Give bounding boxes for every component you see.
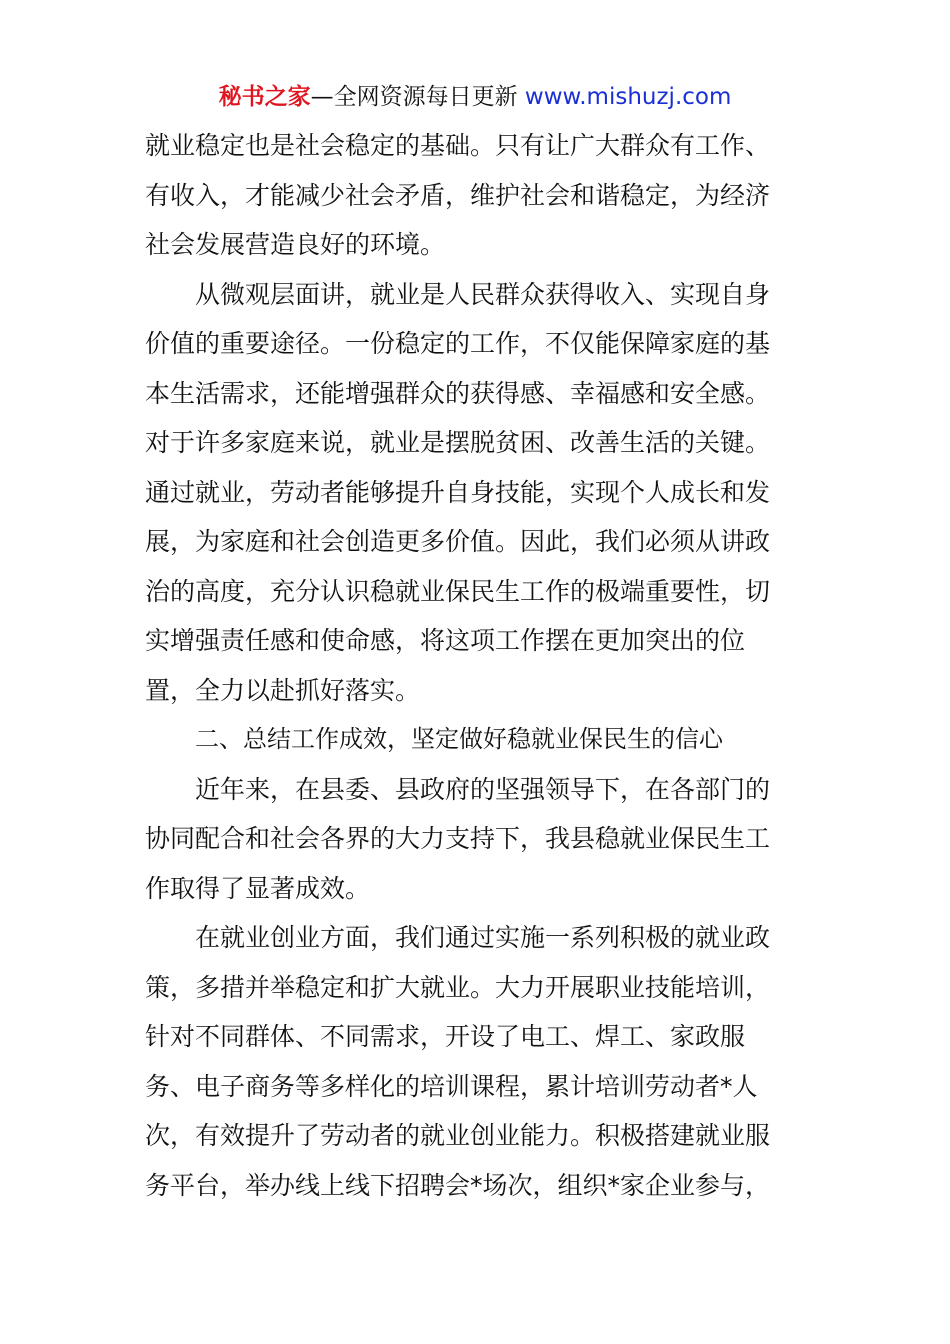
text-line: 作取得了显著成效。 [145, 873, 371, 903]
text-line: 对于许多家庭来说，就业是摆脱贫困、改善生活的关键。 [145, 428, 771, 457]
paragraph-start-line: 从微观层面讲，就业是人民群众获得收入、实现自身 [195, 279, 771, 309]
text-line: 就业稳定也是社会稳定的基础。只有让广大群众有工作、 [145, 131, 771, 160]
text-line: 务平台，举办线上线下招聘会*场次，组织*家企业参与， [145, 1170, 771, 1200]
site-url-link[interactable]: www.mishuzj.com [524, 84, 732, 110]
text-line: 次，有效提升了劳动者的就业创业能力。积极搭建就业服 [145, 1121, 771, 1150]
paragraph-start-line: 近年来，在县委、县政府的坚强领导下，在各部门的 [195, 774, 771, 804]
text-line: 实增强责任感和使命感，将这项工作摆在更加突出的位 [145, 626, 746, 655]
text-line: 本生活需求，还能增强群众的获得感、幸福感和安全感。 [145, 378, 771, 408]
text-line: 展，为家庭和社会创造更多价值。因此，我们必须从讲政 [145, 527, 771, 556]
text-line: 有收入，才能减少社会矛盾，维护社会和谐稳定，为经济 [145, 180, 771, 210]
document-body [145, 121, 810, 1210]
brand-name: 秘书之家 [218, 84, 311, 110]
text-line: 价值的重要途径。一份稳定的工作，不仅能保障家庭的基 [145, 329, 771, 358]
text-line: 策，多措并举稳定和扩大就业。大力开展职业技能培训， [145, 972, 771, 1002]
text-line: 置，全力以赴抓好落实。 [145, 675, 421, 705]
site-header [0, 80, 950, 114]
paragraph-start-line: 在就业创业方面，我们通过实施一系列积极的就业政 [195, 923, 771, 952]
text-line: 务、电子商务等多样化的培训课程，累计培训劳动者*人 [145, 1071, 758, 1101]
section-heading: 二、总结工作成效，坚定做好稳就业保民生的信心 [195, 725, 723, 753]
text-line: 治的高度，充分认识稳就业保民生工作的极端重要性，切 [145, 576, 771, 606]
text-line: 针对不同群体、不同需求，开设了电工、焊工、家政服 [145, 1022, 746, 1051]
header-tagline: —全网资源每日更新 [310, 84, 525, 110]
text-line: 通过就业，劳动者能够提升自身技能，实现个人成长和发 [145, 477, 771, 507]
text-line: 社会发展营造良好的环境。 [145, 230, 446, 259]
text-line: 协同配合和社会各界的大力支持下，我县稳就业保民生工 [145, 824, 771, 853]
